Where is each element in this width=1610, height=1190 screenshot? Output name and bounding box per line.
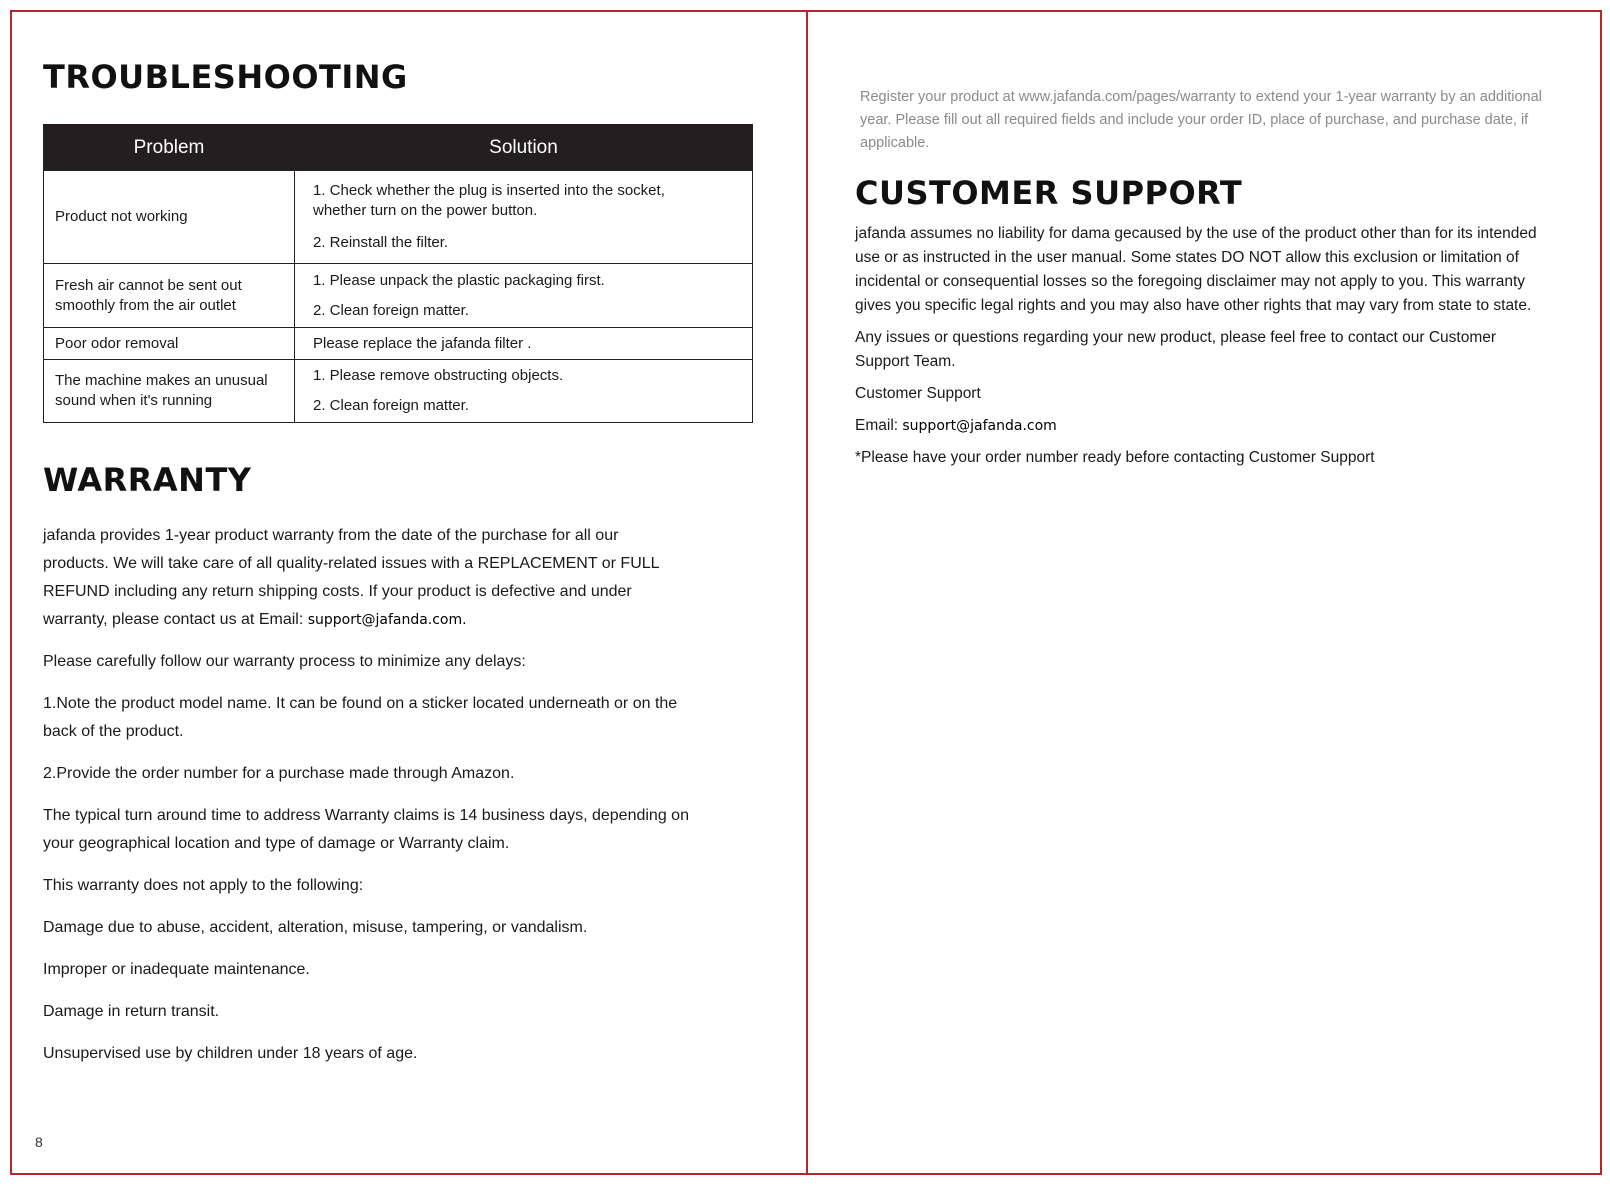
warranty-step-2: 2.Provide the order number for a purchase made through Amazon. xyxy=(43,765,515,782)
customer-support-body xyxy=(855,222,1555,478)
warranty-title: WARRANTY xyxy=(43,461,252,499)
problem-header: Problem xyxy=(44,125,295,171)
warranty-process: Please carefully follow our warranty process to minimize any delays: xyxy=(43,653,526,670)
solution-line: 2. Reinstall the filter. xyxy=(313,234,449,251)
table-row xyxy=(44,171,753,264)
solution-line: 1. Check whether the plug is inserted into the socket, whether turn on the power button. xyxy=(313,182,665,219)
solution-line: 2. Clean foreign matter. xyxy=(313,301,469,319)
page-spine-divider xyxy=(806,10,808,1175)
register-note: Register your product at www.jafanda.com/pages/warranty to extend your 1-year warranty by an additional year. Please fill out all required fields and include your order ID, place of purchase, and purchase date, if applicable. xyxy=(860,89,1542,151)
warranty-exclusion: Damage in return transit. xyxy=(43,1003,220,1020)
problem-cell: The machine makes an unusual sound when it's running xyxy=(44,360,295,423)
warranty-exclusion: Improper or inadequate maintenance. xyxy=(43,961,310,978)
warranty-step-1: 1.Note the product model name. It can be found on a sticker located underneath or on the back of the product. xyxy=(43,695,678,740)
warranty-email: support@jafanda.com. xyxy=(307,612,467,628)
table-row xyxy=(44,264,753,328)
solution-cell xyxy=(295,264,753,328)
solution-line: Please replace the jafanda filter . xyxy=(313,334,532,352)
cs-note: *Please have your order number ready before contacting Customer Support xyxy=(855,449,1375,466)
solution-header: Solution xyxy=(295,125,753,171)
troubleshooting-table xyxy=(43,124,753,423)
problem-cell: Poor odor removal xyxy=(44,328,295,360)
warranty-intro-text: jafanda provides 1-year product warranty from the date of the purchase for all our products. We will take care of all quality-related issues with a REPLACEMENT or FULL REFUND including any return shipping costs. If your product is defective and under warranty, please contact us at Email: xyxy=(43,527,659,628)
cs-email-label: Email: xyxy=(855,417,903,434)
warranty-intro xyxy=(43,522,683,634)
right-page xyxy=(855,0,1565,1190)
cs-contact: Any issues or questions regarding your new product, please feel free to contact our Customer Support Team. xyxy=(855,329,1497,370)
customer-support-title: CUSTOMER SUPPORT xyxy=(855,174,1243,212)
cs-disclaimer: jafanda assumes no liability for dama gecaused by the use of the product other than for its intended use or as instructed in the user manual. Some states DO NOT allow this exclusion or limitation of incidental or consequential losses so the foregoing disclaimer may not apply to you. This warranty gives you specific legal rights and you may also have other rights that may vary from state to state. xyxy=(855,225,1537,314)
table-row xyxy=(44,360,753,423)
page-number: 8 xyxy=(35,1134,43,1150)
solution-cell xyxy=(295,171,753,264)
warranty-exclusion: Damage due to abuse, accident, alteration, misuse, tampering, or vandalism. xyxy=(43,919,588,936)
solution-cell xyxy=(295,360,753,423)
left-page xyxy=(43,0,763,1190)
troubleshooting-title: TROUBLESHOOTING xyxy=(43,58,408,96)
warranty-body xyxy=(43,522,689,1082)
solution-line: 1. Please unpack the plastic packaging first. xyxy=(313,271,605,289)
table-row xyxy=(44,328,753,360)
solution-cell xyxy=(295,328,753,360)
solution-line: 1. Please remove obstructing objects. xyxy=(313,367,564,384)
warranty-exclusions-intro: This warranty does not apply to the following: xyxy=(43,877,364,894)
cs-label: Customer Support xyxy=(855,385,981,402)
warranty-turnaround: The typical turn around time to address Warranty claims is 14 business days, depending on your geographical location and type of damage or Warranty claim. xyxy=(43,807,689,852)
problem-cell: Product not working xyxy=(44,171,295,264)
cs-email-line xyxy=(855,414,1555,438)
problem-cell: Fresh air cannot be sent out smoothly from the air outlet xyxy=(44,264,295,328)
cs-email: support@jafanda.com xyxy=(902,418,1057,434)
warranty-exclusion: Unsupervised use by children under 18 years of age. xyxy=(43,1045,418,1062)
solution-line: 2. Clean foreign matter. xyxy=(313,397,469,414)
